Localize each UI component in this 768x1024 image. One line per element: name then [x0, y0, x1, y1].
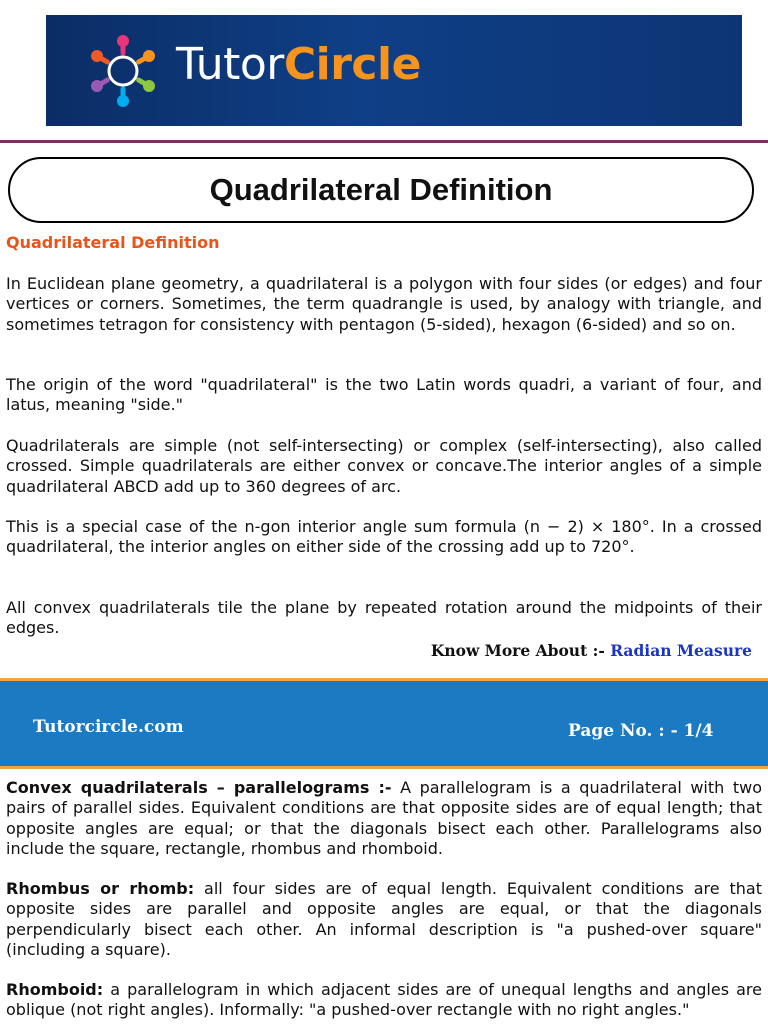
paragraph-2-block: [6, 375, 762, 416]
logo-banner: [46, 15, 742, 126]
text-convex-parallelograms: A parallelogram is a quadrilateral with two pairs of parallel sides. Equivalent conditions are that opposite sides are of equal length; that opposite angles are equal; or that the diagonals bisect each other. Parallelograms also include the square, rectangle, rhombus and rhomboid.: [6, 778, 763, 858]
page-footer-bar: [0, 678, 768, 769]
section-rhomboid: [6, 980, 762, 1021]
paragraph-4-block: [6, 517, 762, 558]
section-rhombus: [6, 879, 762, 960]
paragraph-3-block: [6, 436, 762, 497]
footer-page-number: Page No. : - 1/4: [568, 721, 714, 741]
paragraph-1-block: [6, 274, 762, 335]
term-rhomboid: Rhomboid:: [6, 980, 104, 999]
term-rhombus: Rhombus or rhomb:: [6, 879, 195, 898]
logo-text: [176, 39, 421, 90]
know-more: [431, 641, 752, 660]
logo-word-tutor: Tutor: [176, 39, 284, 90]
footer-site-link[interactable]: Tutorcircle.com: [33, 717, 184, 737]
know-more-label: Know More About :-: [430, 641, 605, 660]
radian-measure-link[interactable]: Radian Measure: [610, 641, 752, 660]
section-convex-parallelograms: [6, 778, 762, 859]
paragraph-2: The origin of the word "quadrilateral" is the two Latin words quadri, a variant of four, and latus, meaning "side.": [6, 375, 762, 415]
term-convex-parallelograms: Convex quadrilaterals – parallelograms :-: [6, 778, 392, 797]
logo-word-circle: Circle: [283, 39, 421, 90]
page-title: Quadrilateral Definition: [209, 172, 553, 207]
paragraph-3: Quadrilaterals are simple (not self-intersecting) or complex (self-intersecting), also called crossed. Simple quadrilaterals are either convex or concave.The interior angles of a simple quadrilateral ABCD add up to 360 degrees of arc.: [6, 436, 762, 496]
logo-ring: [109, 57, 137, 85]
paragraph-5-block: [6, 598, 762, 639]
text-rhombus: all four sides are of equal length. Equivalent conditions are that opposite sides are parallel and opposite angles are equal, or that the diagonals perpendicularly bisect each other. An informal description is "a pushed-over square" (including a square).: [6, 879, 762, 959]
text-rhomboid: a parallelogram in which adjacent sides are of unequal lengths and angles are oblique (not right angles). Informally: "a pushed-over rectangle with no right angles.": [6, 980, 762, 1020]
paragraph-5: All convex quadrilaterals tile the plane by repeated rotation around the midpoints of their edges.: [6, 598, 762, 638]
paragraph-1: In Euclidean plane geometry, a quadrilateral is a polygon with four sides (or edges) and four vertices or corners. Sometimes, the term quadrangle is used, by analogy with triangle, and sometimes tetragon for consistency with pentagon (5-sided), hexagon (6-sided) and so on.: [6, 274, 762, 334]
paragraph-4: This is a special case of the n-gon interior angle sum formula (n − 2) × 180°. In a crossed quadrilateral, the interior angles on either side of the crossing add up to 720°.: [6, 517, 762, 557]
section-heading: Quadrilateral Definition: [6, 233, 220, 252]
header-divider: [0, 140, 768, 143]
title-box: [8, 157, 754, 223]
